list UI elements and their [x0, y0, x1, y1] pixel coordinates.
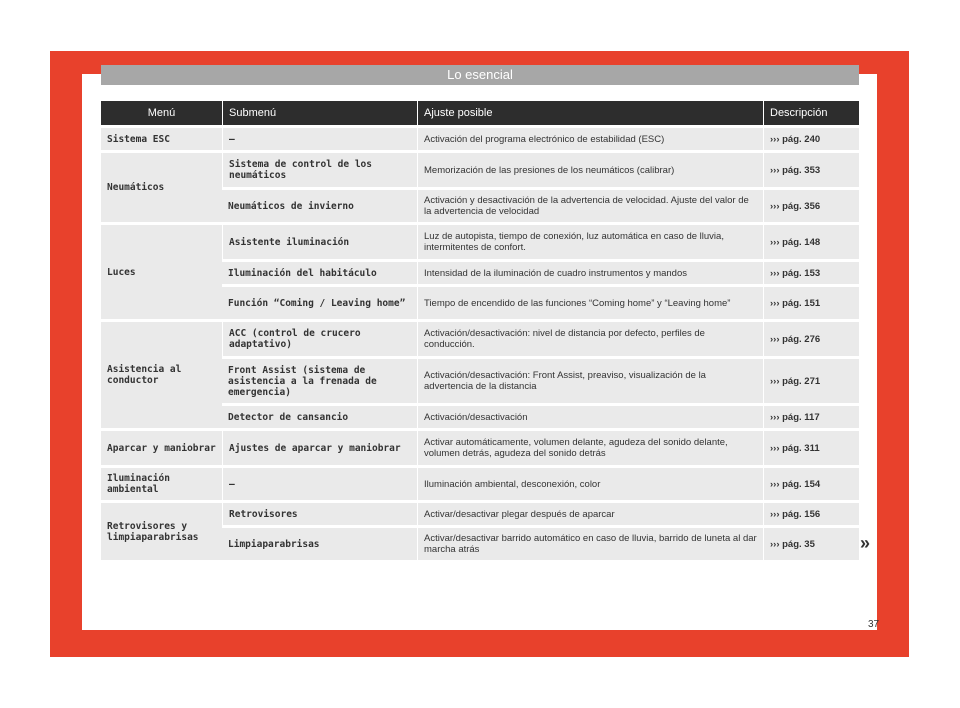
continued-arrow-icon: »	[860, 533, 871, 553]
page-ref-cell: ››› pág. 35	[763, 528, 859, 560]
submenu-cell: –	[222, 468, 417, 500]
submenu-cell: Neumáticos de invierno	[222, 190, 417, 222]
submenu-cell: Asistente iluminación	[222, 225, 417, 259]
submenu-cell: ACC (control de crucero adaptativo)	[222, 322, 417, 356]
menu-cell: Retrovisores y limpiaparabrisas	[101, 503, 222, 560]
ajuste-cell: Activación del programa electrónico de estabilidad (ESC)	[417, 128, 763, 150]
page-ref-cell: ››› pág. 117	[763, 406, 859, 428]
ajuste-cell: Activación/desactivación	[417, 406, 763, 428]
page-ref-cell: ››› pág. 156	[763, 503, 859, 525]
ajuste-cell: Activar/desactivar barrido automático en caso de lluvia, barrido de luneta al dar marcha atrás	[417, 528, 763, 560]
ajuste-cell: Activación/desactivación: Front Assist, preaviso, visualización de la advertencia de la distancia	[417, 359, 763, 403]
ajuste-cell: Activar/desactivar plegar después de aparcar	[417, 503, 763, 525]
table-row	[101, 128, 859, 150]
submenu-cell: Retrovisores	[222, 503, 417, 525]
submenu-cell: Ajustes de aparcar y maniobrar	[222, 431, 417, 465]
section-title: Lo esencial	[101, 65, 859, 85]
submenu-cell: –	[222, 128, 417, 150]
settings-table	[101, 98, 859, 563]
menu-cell: Luces	[101, 225, 222, 319]
table-row	[101, 225, 859, 259]
submenu-cell: Iluminación del habitáculo	[222, 262, 417, 284]
page-ref-cell: ››› pág. 311	[763, 431, 859, 465]
ajuste-cell: Tiempo de encendido de las funciones “Coming home” y “Leaving home”	[417, 287, 763, 319]
page-ref-cell: ››› pág. 271	[763, 359, 859, 403]
menu-cell: Asistencia al conductor	[101, 322, 222, 428]
ajuste-cell: Luz de autopista, tiempo de conexión, luz automática en caso de lluvia, intermitentes de confort.	[417, 225, 763, 259]
table-row	[101, 468, 859, 500]
submenu-cell: Front Assist (sistema de asistencia a la frenada de emergencia)	[222, 359, 417, 403]
menu-cell: Neumáticos	[101, 153, 222, 222]
page-ref-cell: ››› pág. 154	[763, 468, 859, 500]
table-header-row	[101, 101, 859, 125]
ajuste-cell: Activación/desactivación: nivel de distancia por defecto, perfiles de conducción.	[417, 322, 763, 356]
table-row	[101, 431, 859, 465]
page-ref-cell: ››› pág. 240	[763, 128, 859, 150]
ajuste-cell: Activación y desactivación de la advertencia de velocidad. Ajuste del valor de la advertencia de velocidad	[417, 190, 763, 222]
table-row	[101, 153, 859, 187]
table-row	[101, 322, 859, 356]
page-ref-cell: ››› pág. 151	[763, 287, 859, 319]
column-header-descripcion: Descripción	[763, 101, 859, 125]
page-ref-cell: ››› pág. 276	[763, 322, 859, 356]
page-ref-cell: ››› pág. 153	[763, 262, 859, 284]
submenu-cell: Limpiaparabrisas	[222, 528, 417, 560]
table-row	[101, 503, 859, 525]
page-ref-cell: ››› pág. 356	[763, 190, 859, 222]
ajuste-cell: Intensidad de la iluminación de cuadro instrumentos y mandos	[417, 262, 763, 284]
menu-cell: Sistema ESC	[101, 128, 222, 150]
column-header-ajuste: Ajuste posible	[417, 101, 763, 125]
submenu-cell: Función “Coming / Leaving home”	[222, 287, 417, 319]
submenu-cell: Detector de cansancio	[222, 406, 417, 428]
page-ref-cell: ››› pág. 353	[763, 153, 859, 187]
column-header-submenu: Submenú	[222, 101, 417, 125]
ajuste-cell: Memorización de las presiones de los neumáticos (calibrar)	[417, 153, 763, 187]
menu-cell: Aparcar y maniobrar	[101, 431, 222, 465]
ajuste-cell: Iluminación ambiental, desconexión, color	[417, 468, 763, 500]
page-number: 37	[868, 619, 880, 630]
menu-cell: Iluminación ambiental	[101, 468, 222, 500]
ajuste-cell: Activar automáticamente, volumen delante, agudeza del sonido delante, volumen detrás, agudeza del sonido detrás	[417, 431, 763, 465]
column-header-menu: Menú	[101, 101, 222, 125]
page-ref-cell: ››› pág. 148	[763, 225, 859, 259]
submenu-cell: Sistema de control de los neumáticos	[222, 153, 417, 187]
